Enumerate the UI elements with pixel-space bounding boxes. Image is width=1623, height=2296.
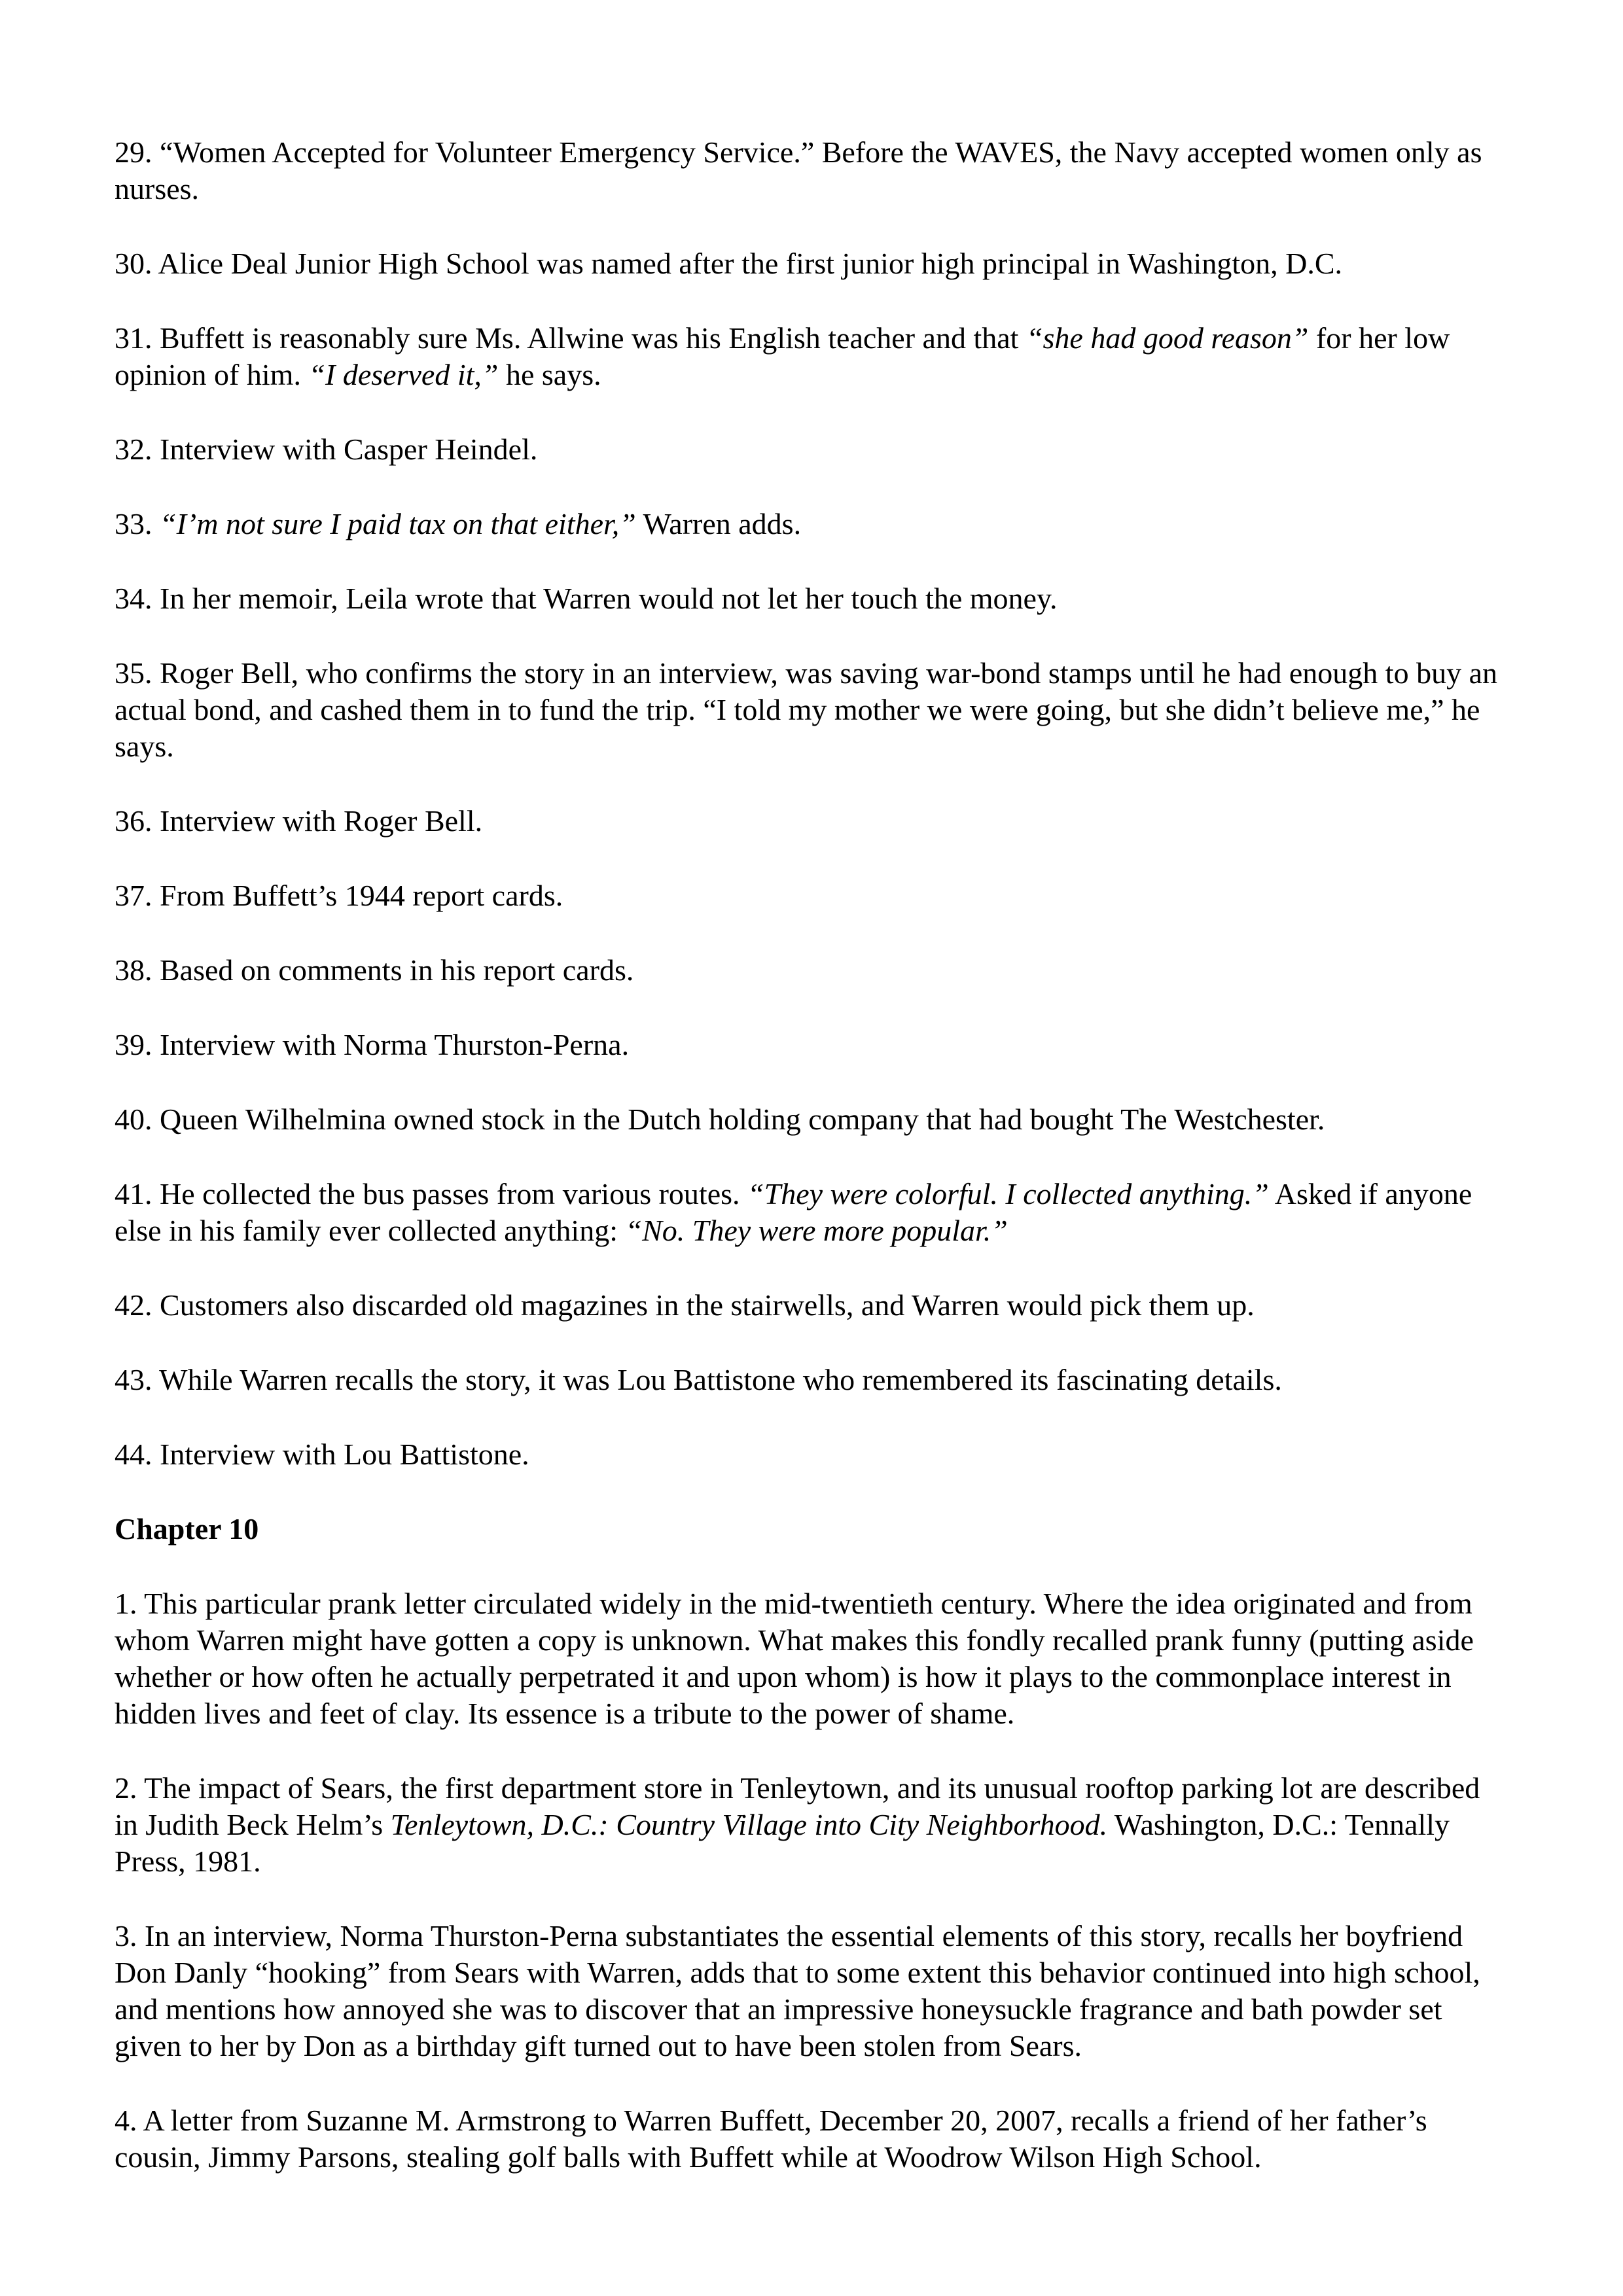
endnote-text: Washington, D.C.: Tennally Press, 1981. — [115, 1808, 1450, 1878]
endnote-text: 1. This particular prank letter circulated widely in the mid-twentieth century. Where the idea originated and from whom Warren might have gotten a copy is unknown. What makes this fondly recalled prank funny (putting aside whether or how often he actually perpetrated it and upon whom) is how it plays to the commonplace interest in hidden lives and feet of clay. Its essence is a tribute to the power of shame. — [115, 1587, 1474, 1730]
endnote-quote: “I’m not sure I paid tax on that either,” — [160, 507, 636, 540]
chapter-heading: Chapter 10 — [115, 1512, 259, 1545]
endnote — [115, 1101, 1508, 1138]
endnote — [115, 1027, 1508, 1063]
endnote-text: Asked if anyone else in his family ever collected anything: — [115, 1177, 1472, 1247]
page-content — [115, 134, 1508, 2214]
endnote-text: 39. Interview with Norma Thurston-Perna. — [115, 1028, 630, 1061]
endnote-text: for her low opinion of him. — [115, 321, 1450, 391]
endnote-text: 3. In an interview, Norma Thurston-Perna substantiates the essential elements of this story, recalls her boyfriend Don Danly “hooking” from Sears with Warren, adds that to some extent this behavior continued into high school, and mentions how annoyed she was to discover that an impressive honeysuckle fragrance and bath powder set given to her by Don as a birthday gift turned out to have been stolen from Sears. — [115, 1919, 1480, 2062]
endnote — [115, 655, 1508, 765]
endnote — [115, 877, 1508, 914]
endnotes-list — [115, 1585, 1508, 2176]
endnote-text: Warren adds. — [635, 507, 802, 540]
endnote — [115, 1770, 1508, 1880]
endnote-text: 43. While Warren recalls the story, it was Lou Battistone who remembered its fascinating details. — [115, 1363, 1282, 1396]
endnote-quote: “I deserved it,” — [308, 358, 499, 391]
endnote-text: 42. Customers also discarded old magazines in the stairwells, and Warren would pick them up. — [115, 1288, 1255, 1322]
endnote — [115, 431, 1508, 468]
endnote-quote: “No. They were more popular.” — [625, 1214, 1008, 1247]
endnote-text: he says. — [498, 358, 601, 391]
endnotes-list — [115, 134, 1508, 1473]
endnote — [115, 245, 1508, 282]
endnote — [115, 134, 1508, 207]
endnote-text: 37. From Buffett’s 1944 report cards. — [115, 879, 563, 912]
endnote-text: 36. Interview with Roger Bell. — [115, 804, 483, 838]
endnote — [115, 1362, 1508, 1398]
endnote — [115, 1436, 1508, 1473]
endnote — [115, 952, 1508, 989]
endnote-text: 44. Interview with Lou Battistone. — [115, 1438, 529, 1471]
endnote — [115, 1585, 1508, 1732]
endnote-text: 31. Buffett is reasonably sure Ms. Allwine was his English teacher and that — [115, 321, 1026, 355]
endnote-text: 38. Based on comments in his report cards. — [115, 953, 634, 987]
endnote-text: 29. “Women Accepted for Volunteer Emergency Service.” Before the WAVES, the Navy accepted women only as nurses. — [115, 135, 1482, 205]
endnote — [115, 2102, 1508, 2176]
endnote-text: 41. He collected the bus passes from various routes. — [115, 1177, 748, 1210]
endnote-text: 30. Alice Deal Junior High School was named after the first junior high principal in Washington, D.C. — [115, 247, 1343, 280]
endnote-text: 2. The impact of Sears, the first department store in Tenleytown, and its unusual rooftop parking lot are described in Judith Beck Helm’s — [115, 1771, 1480, 1841]
endnote-text: 33. — [115, 507, 160, 540]
endnote — [115, 803, 1508, 839]
endnote — [115, 320, 1508, 393]
endnote-text: 40. Queen Wilhelmina owned stock in the Dutch holding company that had bought The Westchester. — [115, 1103, 1325, 1136]
endnote-text: 35. Roger Bell, who confirms the story in an interview, was saving war-bond stamps until he had enough to buy an actual bond, and cashed them in to fund the trip. “I told my mother we were going, but she didn’t believe me,” he says. — [115, 656, 1497, 763]
endnote — [115, 1918, 1508, 2064]
endnote-quote: “They were colorful. I collected anything.” — [747, 1177, 1269, 1210]
endnote-text: 32. Interview with Casper Heindel. — [115, 433, 538, 466]
endnote — [115, 1176, 1508, 1249]
endnote-quote: Tenleytown, D.C.: Country Village into City Neighborhood. — [390, 1808, 1108, 1841]
endnote — [115, 1287, 1508, 1324]
endnote-quote: “she had good reason” — [1026, 321, 1309, 355]
endnote-text: 34. In her memoir, Leila wrote that Warren would not let her touch the money. — [115, 582, 1058, 615]
endnote — [115, 506, 1508, 542]
endnote — [115, 580, 1508, 617]
endnote-text: 4. A letter from Suzanne M. Armstrong to Warren Buffett, December 20, 2007, recalls a friend of her father’s cousin, Jimmy Parsons, stealing golf balls with Buffett while at Woodrow Wilson High School. — [115, 2104, 1427, 2174]
